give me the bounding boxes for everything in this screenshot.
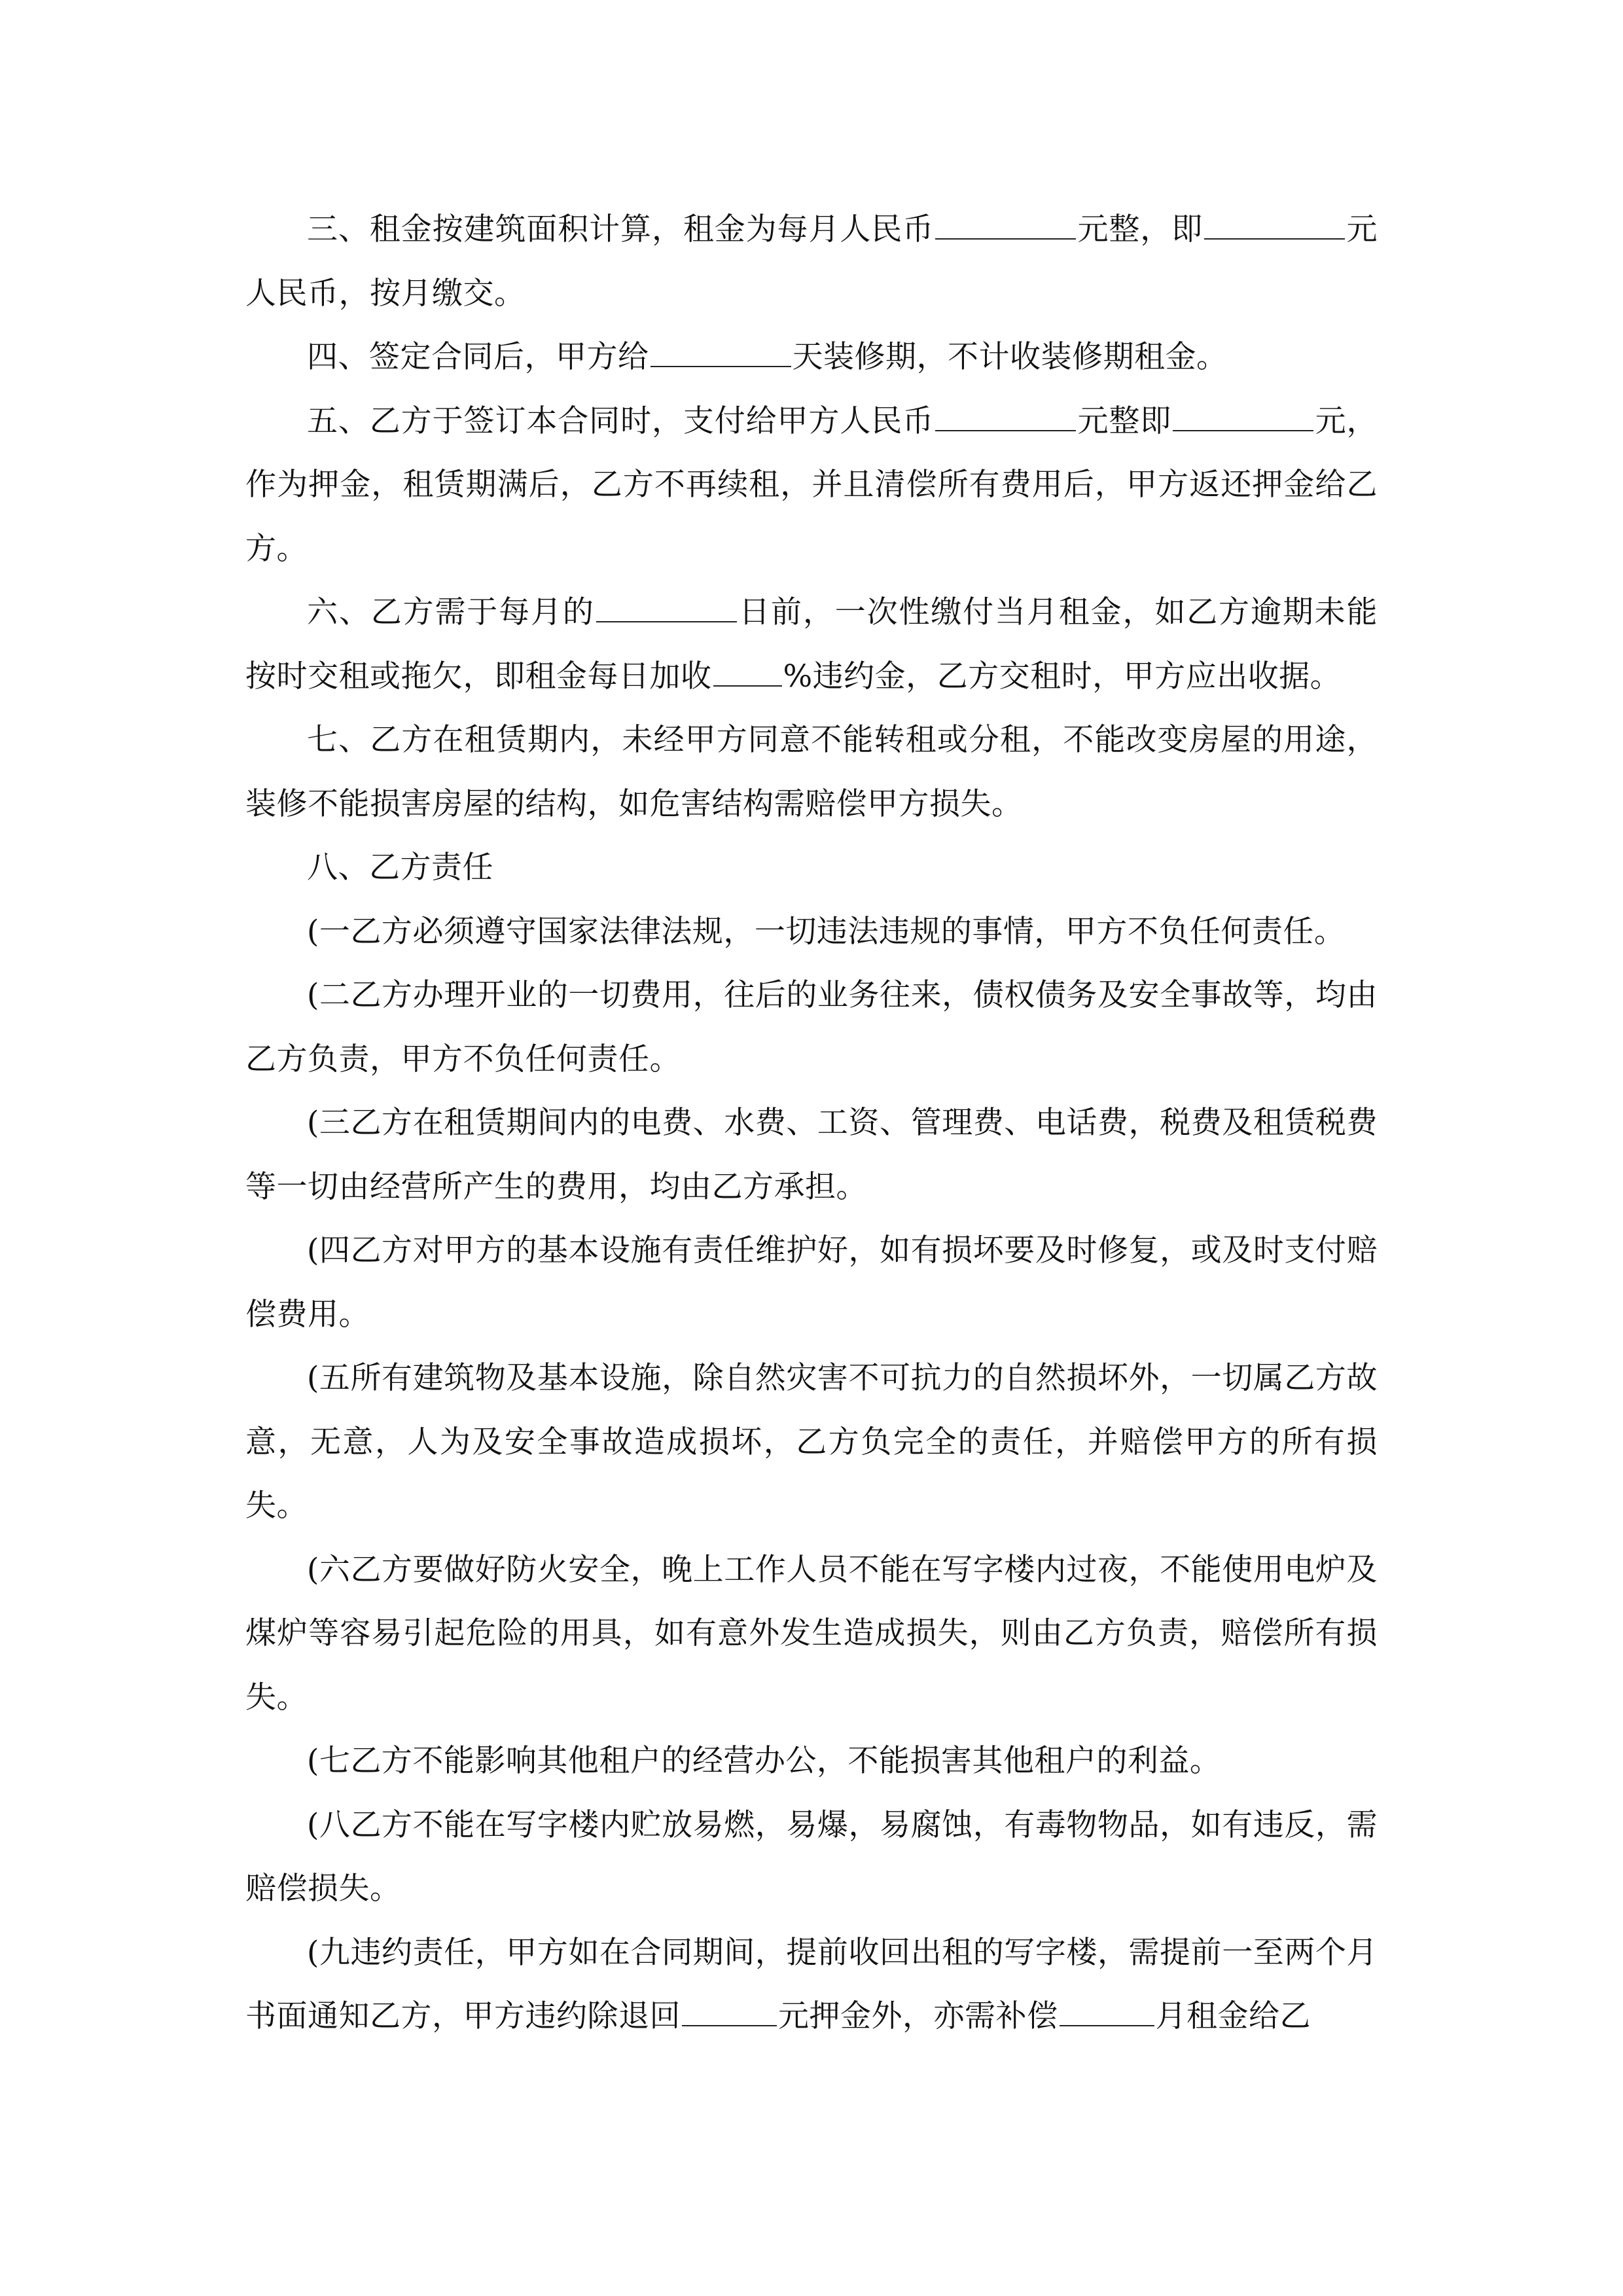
clause-text: 四、签定合同后，甲方给 [307,339,649,375]
contract-clause [245,1538,1378,1730]
clause-text: 月租金给乙 [1155,1998,1311,2034]
clause-text: %违约金，乙方交租时，甲方应出收据。 [783,658,1342,694]
clause-text: 元整即 [1077,403,1172,439]
fill-in-blank [713,660,782,687]
contract-clause [245,389,1378,581]
fill-in-blank [935,405,1076,431]
clause-text: (八乙方不能在写字楼内贮放易燃，易爆，易腐蚀，有毒物物品，如有违反，需赔偿损失。 [245,1806,1378,1907]
fill-in-blank [596,596,737,622]
clause-text: 八、乙方责任 [307,850,493,886]
contract-clause [245,1091,1378,1219]
contract-clause [245,581,1378,708]
contract-clause [245,836,1378,900]
clause-text: (九违约责任，甲方如在合同期间，提前收回出租的写字楼，需提前一至两个月书面通知乙方，甲方违约除退回 [245,1934,1378,2034]
contract-clause [245,1219,1378,1346]
clause-text: 天装修期，不计收装修期租金。 [792,339,1228,375]
clause-text: 元整，即 [1077,211,1204,247]
contract-clause [245,198,1378,325]
contract-clause [245,1729,1378,1793]
contract-clause [245,1921,1378,2049]
contract-clause [245,963,1378,1091]
clause-text: 五、乙方于签订本合同时，支付给甲方人民币 [307,403,935,439]
contract-clause [245,708,1378,836]
clause-text: 七、乙方在租赁期内，未经甲方同意不能转租或分租，不能改变房屋的用途，装修不能损害房屋的结构，如危害结构需赔偿甲方损失。 [245,722,1378,822]
clause-text: 元押金外，亦需补偿 [778,1998,1058,2034]
clause-text: (六乙方要做好防火安全，晚上工作人员不能在写字楼内过夜，不能使用电炉及煤炉等容易引起危险的用具，如有意外发生造成损失，则由乙方负责，赔偿所有损失。 [245,1551,1378,1715]
clause-text: (五所有建筑物及基本设施，除自然灾害不可抗力的自然损坏外，一切属乙方故意，无意，人为及安全事故造成损坏，乙方负完全的责任，并赔偿甲方的所有损失。 [245,1360,1378,1524]
clause-text: 三、租金按建筑面积计算，租金为每月人民币 [307,211,935,247]
clause-text: 元，作为押金，租赁期满后，乙方不再续租，并且清偿所有费用后，甲方返还押金给乙方。 [245,403,1378,567]
contract-clause [245,325,1378,389]
clause-text: (二乙方办理开业的一切费用，往后的业务往来，债权债务及安全事故等，均由乙方负责，甲方不负任何责任。 [245,977,1378,1077]
clause-text: (三乙方在租赁期间内的电费、水费、工资、管理费、电话费，税费及租赁税费等一切由经营所产生的费用，均由乙方承担。 [245,1105,1378,1205]
clause-text: 元人民币，按月缴交。 [245,211,1378,312]
contract-clause [245,1793,1378,1921]
fill-in-blank [1204,213,1345,240]
clause-text: (七乙方不能影响其他租户的经营办公，不能损害其他租户的利益。 [307,1743,1221,1779]
contract-body [245,198,1378,2049]
clause-text: (一乙方必须遵守国家法律法规，一切违法违规的事情，甲方不负任何责任。 [307,913,1346,950]
fill-in-blank [1060,2000,1154,2026]
fill-in-blank [682,2000,777,2026]
clause-text: 日前，一次性缴付当月租金，如乙方逾期未能按时交租或拖欠，即租金每日加收 [245,594,1378,694]
clause-text: (四乙方对甲方的基本设施有责任维护好，如有损坏要及时修复，或及时支付赔偿费用。 [245,1232,1378,1333]
clause-text: 六、乙方需于每月的 [307,594,595,630]
fill-in-blank [1173,405,1313,431]
fill-in-blank [651,341,791,367]
contract-clause [245,900,1378,964]
contract-clause [245,1346,1378,1538]
fill-in-blank [935,213,1076,240]
